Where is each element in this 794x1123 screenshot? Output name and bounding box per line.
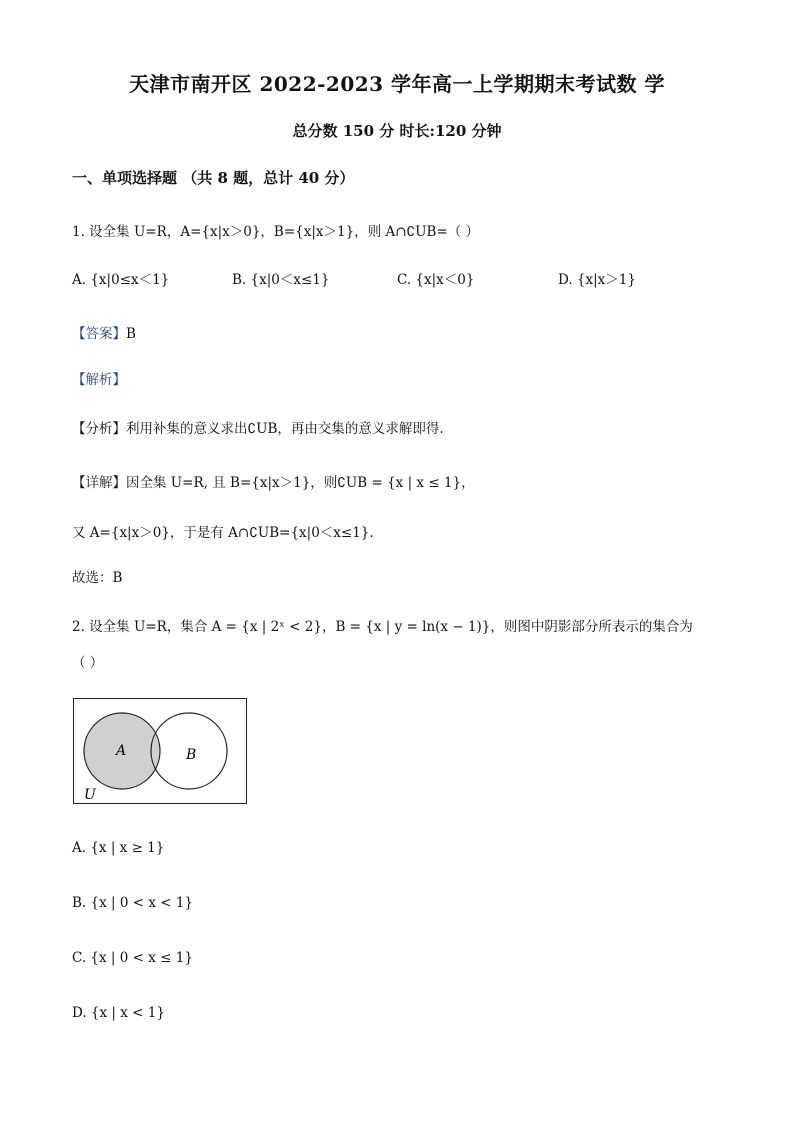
q1-xiangjie: [72, 471, 475, 491]
q1-fenxi: [72, 417, 444, 437]
venn-diagram: [73, 698, 247, 804]
section-heading: 一、单项选择题 （共 8 题，总计 40 分）: [72, 169, 355, 187]
page-title: 天津市南开区 2022-2023 学年高一上学期期末考试数 学: [128, 72, 666, 96]
q1-analysis-tag: 【解析】: [72, 372, 126, 388]
fenxi-text: 利用补集的意义求出∁UB，再由交集的意义求解即得.: [126, 421, 444, 437]
q2-option-b: B. {x | 0 < x < 1}: [72, 895, 194, 911]
label-b: B: [186, 747, 197, 763]
q1-option-a: A. {x|0≤x＜1}: [72, 272, 170, 288]
q1-answer: [72, 322, 136, 342]
q2-option-d: D. {x | x < 1}: [72, 1005, 165, 1021]
q2-option-c: C. {x | 0 < x ≤ 1}: [72, 950, 193, 966]
xiangjie-text: 因全集 U=R, 且 B={x|x＞1}，则∁UB = {x | x ≤ 1}，: [126, 475, 475, 491]
venn-svg: [74, 699, 246, 803]
q1-option-d: D. {x|x＞1}: [558, 272, 636, 288]
answer-value: B: [126, 326, 136, 342]
q2-stem: 2. 设全集 U=R，集合 A = {x | 2ˣ < 2}，B = {x | y = ln(x − 1)}，则图中阴影部分所表示的集合为: [72, 619, 693, 635]
fenxi-tag: 【分析】: [72, 421, 126, 437]
q1-stem: 1. 设全集 U=R，A={x|x＞0}，B={x|x＞1}，则 A∩∁UB=（ ）: [72, 224, 480, 240]
label-u: U: [84, 787, 96, 803]
label-a: A: [116, 743, 127, 759]
page-subtitle: 总分数 150 分 时长:120 分钟: [292, 122, 502, 140]
q2-stem-paren: （ ）: [72, 655, 104, 671]
answer-tag: 【答案】: [72, 326, 126, 342]
q1-line2: 又 A={x|x＞0}，于是有 A∩∁UB={x|0＜x≤1}.: [72, 525, 374, 541]
q1-option-b: B. {x|0＜x≤1}: [232, 272, 330, 288]
q2-option-a: A. {x | x ≥ 1}: [72, 840, 165, 856]
xiangjie-tag: 【详解】: [72, 475, 126, 491]
q1-option-c: C. {x|x＜0}: [397, 272, 475, 288]
q1-conclusion: 故选：B: [72, 570, 123, 586]
